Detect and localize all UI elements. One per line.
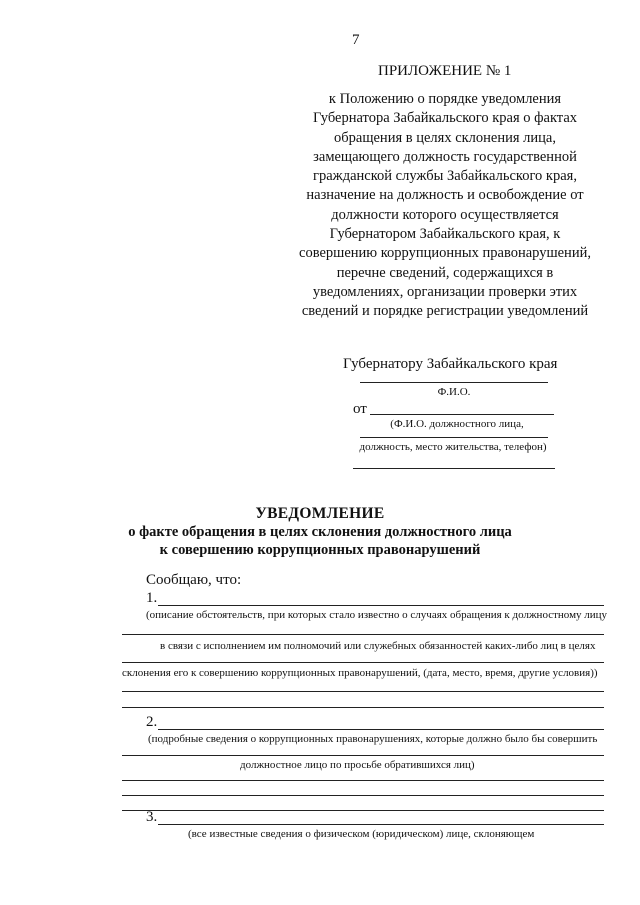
body-intro: Сообщаю, что: [146, 572, 242, 588]
appendix-line: к Положению о порядке уведомления [328, 91, 562, 107]
position-caption: должность, место жительства, телефон) [359, 441, 547, 453]
from-prefix: от [353, 401, 367, 417]
fio-caption: Ф.И.О. [437, 386, 471, 398]
addressee-to: Губернатору Забайкальского края [343, 356, 558, 372]
item2-caption-1: (подробные сведения о коррупционных правонарушениях, которые должно было бы совершить [148, 733, 598, 745]
item3-number: 3. [146, 809, 158, 825]
fio-line [360, 382, 548, 383]
item2-line [158, 729, 604, 730]
appendix-line: уведомлениях, организации проверки этих [312, 283, 578, 300]
notice-subtitle-1: о факте обращения в целях склонения должностного лица [128, 524, 512, 540]
item1-line [158, 605, 604, 606]
appendix-line: Губернатора Забайкальского края о фактах [312, 110, 578, 127]
item2-number: 2. [146, 714, 158, 730]
item1-line-3 [122, 662, 604, 663]
appendix-line: перечне сведений, содержащихся в [336, 264, 554, 281]
appendix-line: Губернатором Забайкальского края, к [329, 226, 561, 243]
official-caption: (Ф.И.О. должностного лица, [390, 418, 524, 430]
position-line [360, 437, 548, 438]
appendix-line: сведений и порядке регистрации уведомлений [301, 303, 589, 320]
appendix-line: назначение на должность и освобождение от [306, 187, 584, 204]
item1-line-4 [122, 691, 604, 692]
appendix-line: должности которого осуществляется [331, 206, 559, 223]
appendix-line: совершению коррупционных правонарушений, [299, 245, 591, 262]
item1-caption-1: (описание обстоятельств, при которых стало известно о случаях обращения к должностному лицу [146, 609, 608, 621]
item3-line [158, 824, 604, 825]
item1-caption-3: склонения его к совершению коррупционных правонарушений, (дата, место, время, другие условия)) [122, 667, 598, 679]
extra-line [353, 468, 555, 469]
item3-caption-1: (все известные сведения о физическом (юридическом) лице, склоняющем [188, 828, 535, 840]
appendix-title: ПРИЛОЖЕНИЕ № 1 [378, 63, 512, 79]
item2-line-2 [122, 755, 604, 756]
item2-line-3 [122, 780, 604, 781]
item1-line-2 [122, 634, 604, 635]
item1-line-5 [122, 707, 604, 708]
appendix-line: обращения в целях склонения лица, [334, 129, 556, 146]
item2-line-4 [122, 795, 604, 796]
from-line [370, 414, 554, 415]
page-number: 7 [352, 32, 360, 48]
item2-caption-2: должностное лицо по просьбе обратившихся лиц) [240, 759, 475, 771]
notice-title: УВЕДОМЛЕНИЕ [255, 505, 385, 522]
notice-subtitle-2: к совершению коррупционных правонарушений [159, 542, 481, 558]
item1-number: 1. [146, 590, 158, 606]
appendix-description [270, 90, 620, 322]
appendix-line: гражданской службы Забайкальского края, [313, 168, 577, 185]
appendix-line: замещающего должность государственной [313, 148, 577, 165]
item2-line-5 [122, 810, 604, 811]
item1-caption-2: в связи с исполнением им полномочий или служебных обязанностей каких-либо лиц в целях [160, 640, 596, 652]
